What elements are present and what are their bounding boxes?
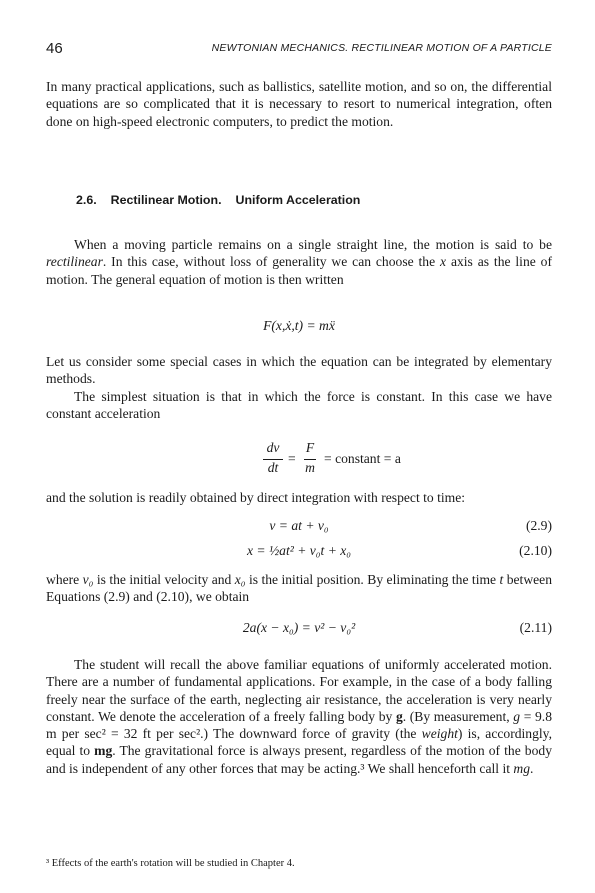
equation-2-11 xyxy=(46,620,552,640)
constant-expr: = constant = a xyxy=(324,451,401,466)
page-number: 46 xyxy=(46,40,63,57)
student-paragraph xyxy=(46,656,552,777)
equation-2-9-tag: (2.9) xyxy=(525,518,552,533)
equation-general xyxy=(46,318,552,338)
special-cases-paragraph: Let us consider some special cases in which the equation can be integrated by elementary methods. xyxy=(46,354,552,387)
text-run: = 9.8 m per sec² = 32 ft per sec².) The downward force of gravity (the xyxy=(46,708,552,742)
variable-t: t xyxy=(499,572,504,587)
equation-general-expr: F(x,ẋ,t) = mẍ xyxy=(263,318,335,333)
footnote: ³ Effects of the earth's rotation will be studied in Chapter 4. xyxy=(46,858,295,869)
simplest-situation-paragraph: The simplest situation is that in which the force is constant. In this case we have constant acceleration xyxy=(46,389,552,422)
equation-2-10-tag: (2.10) xyxy=(519,543,552,558)
intro-paragraph: In many practical applications, such as ballistics, satellite motion, and so on, the differential equations are so complicated that it is necessary to resort to numerical integration, often done on high-speed electronic computers, to predict the motion. xyxy=(46,79,552,129)
variable-x0: x₀ xyxy=(234,572,246,587)
vector-g: g xyxy=(395,708,403,724)
rectilinear-paragraph xyxy=(46,236,552,288)
text-run: ) is, accordingly, equal to xyxy=(46,726,552,759)
variable-g: g xyxy=(513,708,521,724)
section-title-b: Uniform Acceleration xyxy=(235,193,361,207)
text-run: When a moving particle remains on a single straight line, the motion is said to be xyxy=(74,237,552,252)
fraction-dv: dv xyxy=(266,440,280,455)
text-run: . xyxy=(530,760,534,776)
section-heading xyxy=(76,193,360,207)
text-run: . (By measurement, xyxy=(402,708,514,724)
equation-acceleration xyxy=(46,440,552,480)
fraction-f: F xyxy=(305,440,315,455)
equation-2-9-expr: v = at + v₀ xyxy=(269,518,329,533)
text-run: where xyxy=(46,572,83,587)
section-title-a: Rectilinear Motion. xyxy=(110,193,222,207)
variable-mg: mg xyxy=(513,760,531,776)
where-paragraph xyxy=(46,571,552,606)
emphasis-rectilinear: rectilinear xyxy=(46,254,103,270)
equation-2-11-tag: (2.11) xyxy=(519,620,552,635)
solution-paragraph: and the solution is readily obtained by direct integration with respect to time: xyxy=(46,490,466,505)
fraction-dt: dt xyxy=(267,460,279,475)
variable-v0: v₀ xyxy=(82,572,94,587)
text-run: The student will recall the above familiar equations of uniformly accelerated motion. There are a number of fundamental applications. For example, in the case of a body falling freely near the surface of the earth, neglecting air resistance, the acceleration is very nearly constant. We denote the acceleration of a freely falling body by xyxy=(46,657,552,724)
text-run: . In this case, without loss of generality we can choose the xyxy=(102,254,441,270)
text-run: . The gravitational force is always present, regardless of the motion of the body and is independent of any other forces that may be acting.³ We shall henceforth call it xyxy=(46,743,552,776)
text-run: axis as the line of motion. The general equation of motion is then written xyxy=(46,254,552,287)
emphasis-weight: weight xyxy=(421,726,458,742)
running-head: NEWTONIAN MECHANICS. RECTILINEAR MOTION OF A PARTICLE xyxy=(211,42,552,54)
page-header xyxy=(46,40,552,58)
text-run: is the initial velocity and xyxy=(93,572,235,587)
text-run: is the initial position. By eliminating the time xyxy=(245,572,500,587)
vector-mg: mg xyxy=(94,743,113,759)
equals-sign: = xyxy=(288,451,296,466)
section-number: 2.6. xyxy=(76,193,97,207)
acceleration-fraction-group xyxy=(262,440,412,480)
equation-2-11-expr: 2a(x − x₀) = v² − v₀² xyxy=(242,620,356,635)
equation-2-10-expr: x = ½at² + v₀t + x₀ xyxy=(246,543,352,558)
equation-2-9 xyxy=(46,518,552,538)
equation-2-10 xyxy=(46,543,552,563)
variable-x: x xyxy=(440,254,447,270)
fraction-m: m xyxy=(305,460,315,475)
text-run: between Equations (2.9) and (2.10), we obtain xyxy=(46,572,552,605)
